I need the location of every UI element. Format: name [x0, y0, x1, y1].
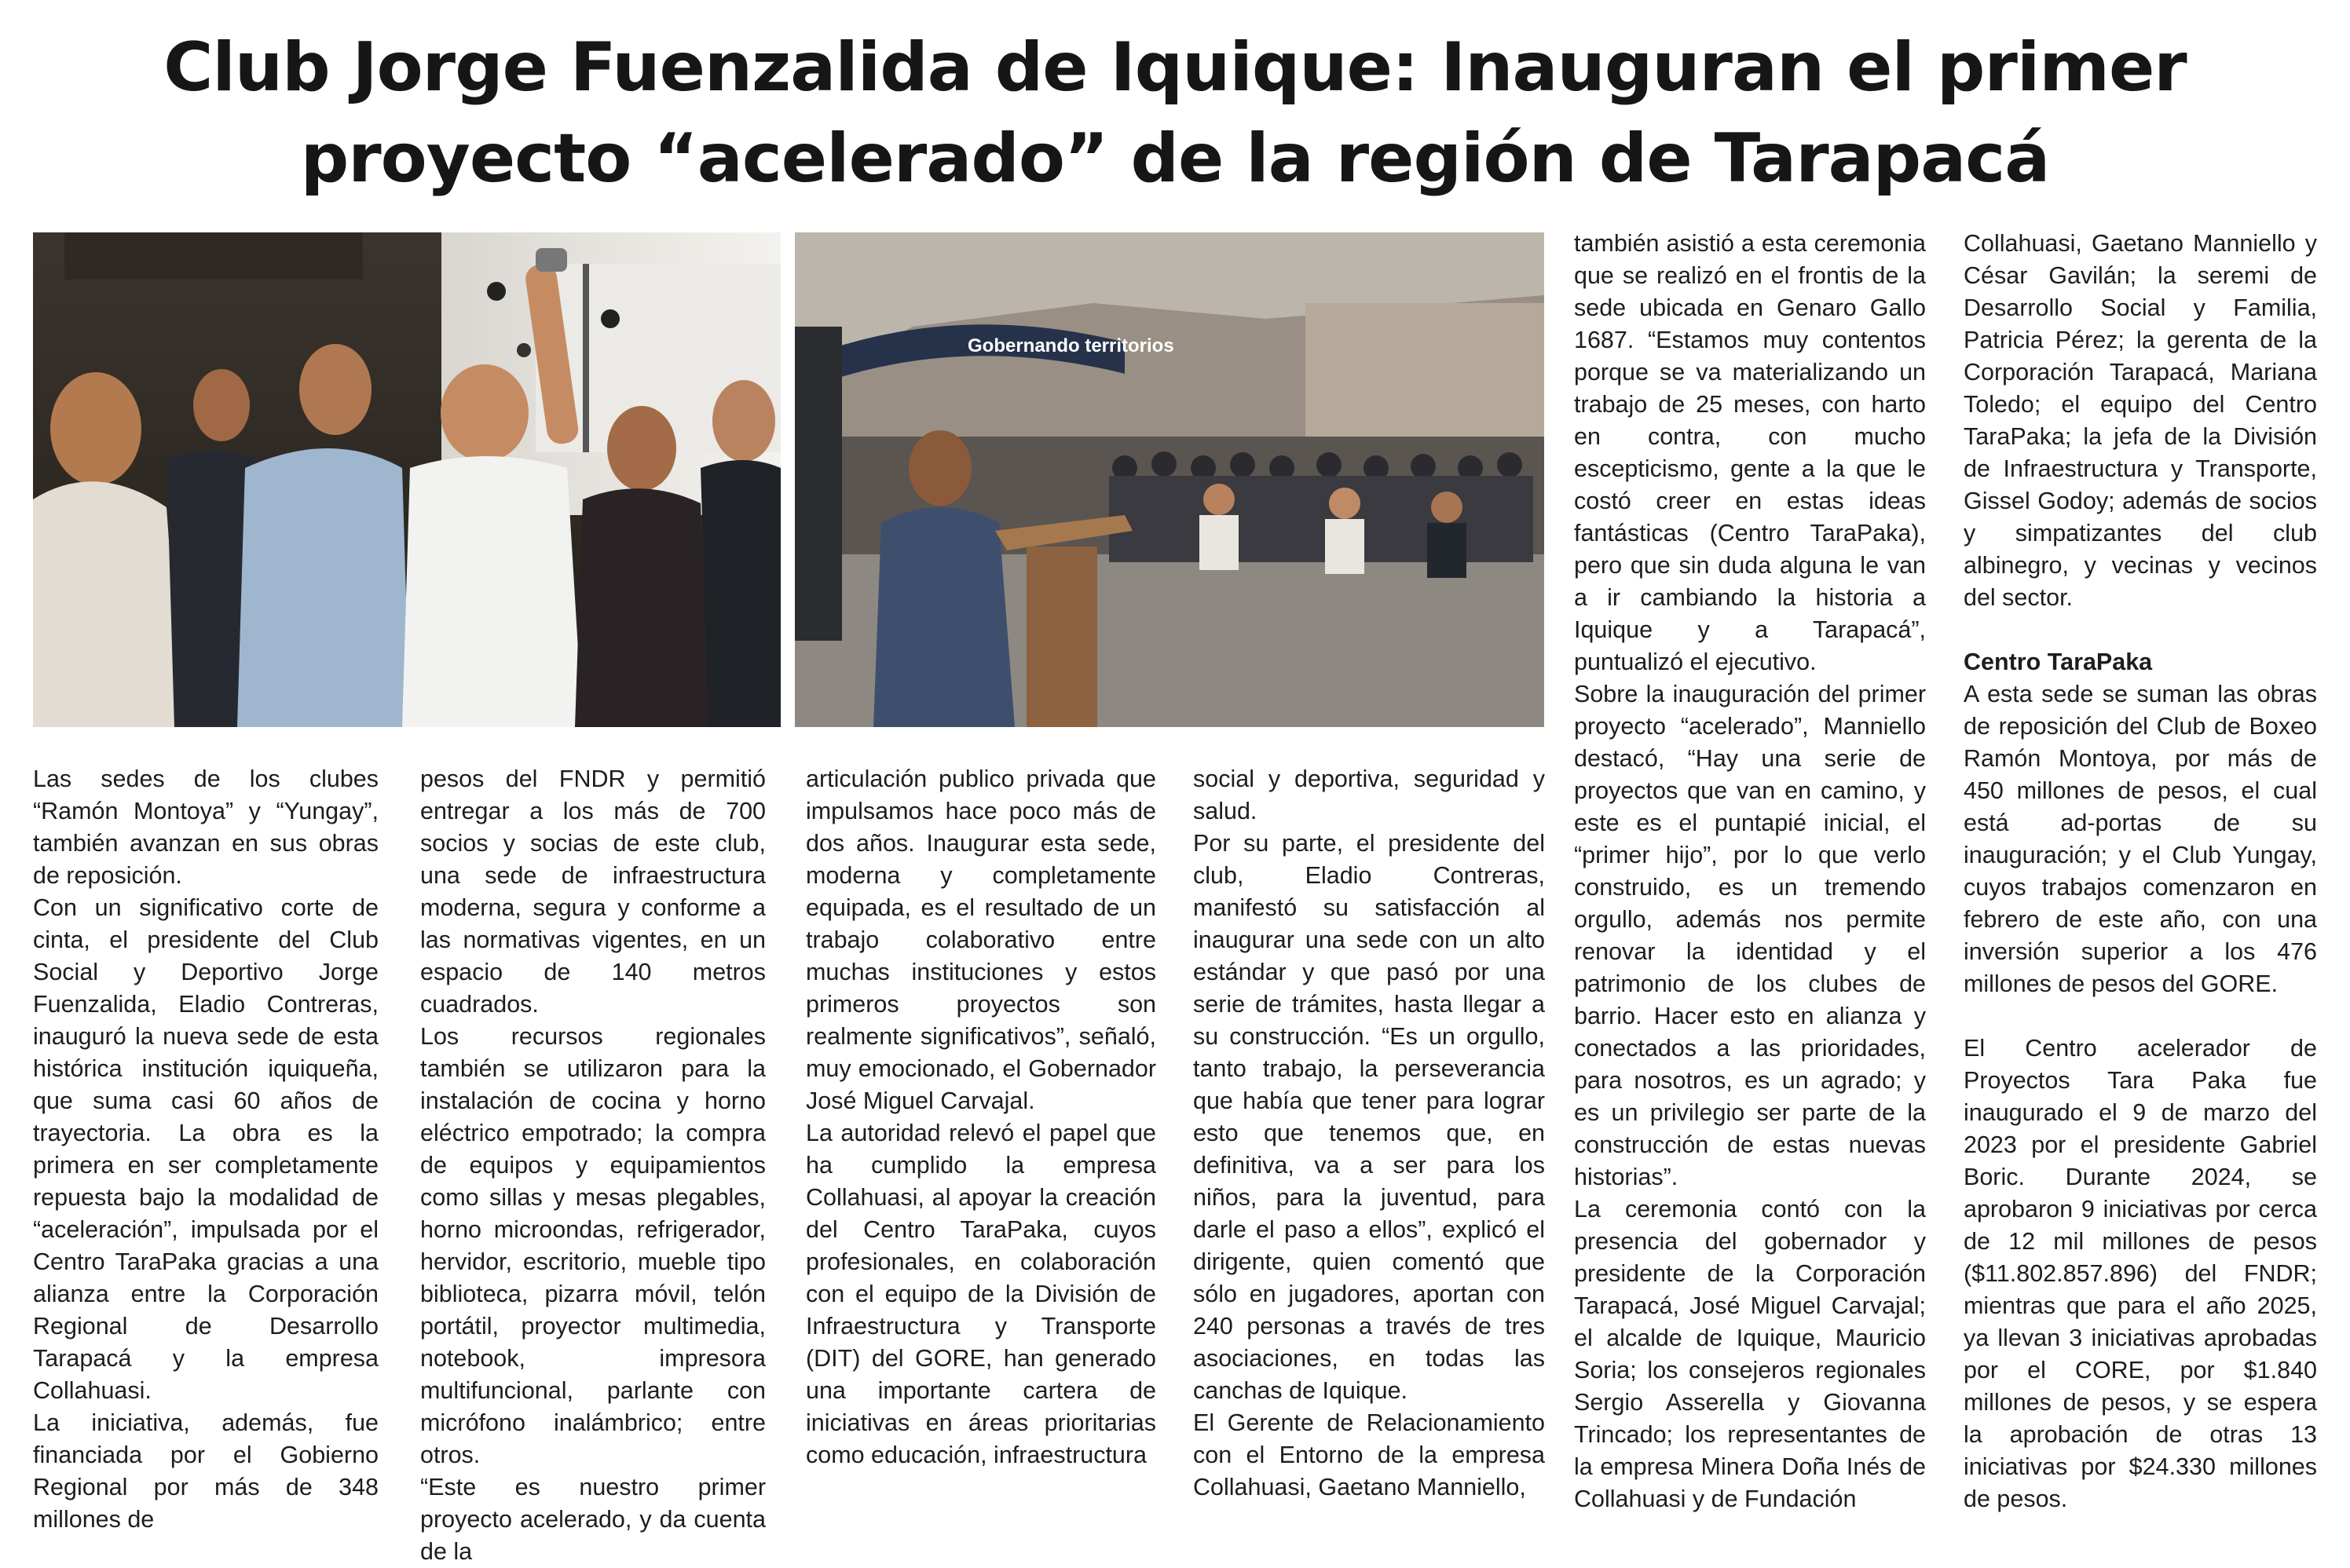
article-column-5	[1574, 228, 1926, 1515]
paragraph: también asistió a esta ceremonia que se realizó en el frontis de la sede ubicada en Genaro Gallo 1687. “Estamos muy contentos porque se va materializando un trabajo de 25 meses, con harto en contra, con mucho escepticismo, gente a la que le costó creer en estas ideas fantásticas (Centro TaraPaka), pero que sin duda alguna le van a ir cambiando la historia a Iquique y a Tarapacá”, puntualizó el ejecutivo.	[1574, 230, 1926, 675]
paragraph: Por su parte, el presidente del club, Eladio Contreras, manifestó su satisfacción al inaugurar una sede con un alto estándar y que pasó por una serie de trámites, hasta llegar a su construcción. “Es un orgullo, tanto trabajo, la perseverancia que había que tener para lograr esto que tenemos que, en definitiva, va a ser para los niños, para la juventud, para darle el paso a ellos”, explicó el dirigente, quien comentó que sólo en jugadores, aportan con 240 personas a través de tres asociaciones, en todas las canchas de Iquique.	[1193, 830, 1545, 1404]
paragraph: articulación publico privada que impulsamos hace poco más de dos años. Inaugurar esta sede, moderna y completamente equipada, es el resultado de un trabajo colaborativo entre muchas instituciones y estos primeros proyectos son realmente significativos”, señaló, muy emocionado, el Gobernador José Miguel Carvajal.	[806, 766, 1156, 1114]
paragraph: La autoridad relevó el papel que ha cumplido la empresa Collahuasi, al apoyar la creación del Centro TaraPaka, cuyos profesionales, en colaboración con el equipo de la División de Infraestructura y Transporte (DIT) del GORE, han generado una importante cartera de iniciativas en áreas prioritarias como educación, infraestructura	[806, 1120, 1156, 1468]
article-column-1	[33, 763, 379, 1536]
spacer	[1964, 1000, 2317, 1033]
headline-line-1: Club Jorge Fuenzalida de Iquique: Inauguran el primer	[163, 28, 2187, 107]
photo-ceremony-illustration	[33, 232, 781, 727]
paragraph: Collahuasi, Gaetano Manniello y César Gavilán; la seremi de Desarrollo Social y Familia, Patricia Pérez; la gerenta de la Corporación Tarapacá, Mariana Toledo; el equipo del Centro TaraPaka; la jefa de la División de Infraestructura y Transporte, Gissel Godoy; además de socios y simpatizantes del club albinegro, y vecinas y vecinos del sector.	[1964, 230, 2317, 611]
photo-speaker-audience	[795, 232, 1544, 727]
paragraph: “Este es nuestro primer proyecto acelerado, y da cuenta de la	[420, 1474, 766, 1565]
photo-ceremony-celebration	[33, 232, 781, 727]
paragraph: social y deportiva, seguridad y salud.	[1193, 766, 1545, 824]
article-column-3	[806, 763, 1156, 1471]
article-column-2	[420, 763, 766, 1568]
article-column-4	[1193, 763, 1545, 1504]
paragraph: A esta sede se suman las obras de reposición del Club de Boxeo Ramón Montoya, por más de 450 millones de pesos, el cual está ad-portas de su inauguración; y el Club Yungay, cuyos trabajos comenzaron en febrero de este año, con una inversión superior a los 476 millones de pesos del GORE.	[1964, 681, 2317, 997]
paragraph: Las sedes de los clubes “Ramón Montoya” y “Yungay”, también avanzan en sus obras de reposición.	[33, 766, 379, 889]
paragraph: La iniciativa, además, fue financiada por el Gobierno Regional por más de 348 millones de	[33, 1409, 379, 1533]
article-column-6	[1964, 228, 2317, 1515]
paragraph: pesos del FNDR y permitió entregar a los más de 700 socios y socias de este club, una sede de infraestructura moderna, segura y conforme a las normativas vigentes, en un espacio de 140 metros cuadrados.	[420, 766, 766, 1018]
paragraph: Los recursos regionales también se utilizaron para la instalación de cocina y horno eléctrico empotrado; la compra de equipos y equipamientos como sillas y mesas plegables, horno microondas, refrigerador, hervidor, escritorio, mueble tipo biblioteca, pizarra móvil, telón portátil, proyector multimedia, notebook, impresora multifuncional, parlante con micrófono inalámbrico; entre otros.	[420, 1023, 766, 1468]
spacer	[1964, 614, 2317, 646]
headline-line-2: proyecto “acelerado” de la región de Tarapacá	[300, 119, 2050, 198]
paragraph: Sobre la inauguración del primer proyecto “acelerado”, Manniello destacó, “Hay una serie de proyectos que van en camino, y este es el puntapié inicial, el “primer hijo”, por lo que verlo construido, es un tremendo orgullo, además nos permite renovar la identidad y el patrimonio de los clubes de barrio. Hacer esto en alianza y conectados a las prioridades, para nosotros, es un agrado; y es un privilegio ser parte de la construcción de estas nuevas historias”.	[1574, 681, 1926, 1190]
paragraph: Con un significativo corte de cinta, el presidente del Club Social y Deportivo Jorge Fuenzalida, Eladio Contreras, inauguró la nueva sede de esta histórica institución iquiqueña, que suma casi 60 años de trayectoria. La obra es la primera en ser completamente repuesta bajo la modalidad de “aceleración”, impulsada por el Centro TaraPaka gracias a una alianza entre la Corporación Regional de Desarrollo Tarapacá y la empresa Collahuasi.	[33, 894, 379, 1404]
photo-speaker-illustration	[795, 232, 1544, 727]
headline	[79, 22, 2271, 204]
subheading-centro-tarapaka: Centro TaraPaka	[1964, 649, 2153, 675]
paragraph: La ceremonia contó con la presencia del gobernador y presidente de la Corporación Tarapacá, José Miguel Carvajal; el alcalde de Iquique, Mauricio Soria; los consejeros regionales Sergio Asserella y Giovanna Trincado; los representantes de la empresa Minera Doña Inés de Collahuasi y de Fundación	[1574, 1196, 1926, 1512]
banner-text: Gobernando territorios	[968, 335, 1174, 356]
paragraph: El Gerente de Relacionamiento con el Entorno de la empresa Collahuasi, Gaetano Manniello,	[1193, 1409, 1545, 1500]
paragraph: El Centro acelerador de Proyectos Tara Paka fue inaugurado el 9 de marzo del 2023 por el presidente Gabriel Boric. Durante 2024, se aprobaron 9 iniciativas por cerca de 12 mil millones de pesos ($11.802.857.896) del FNDR; mientras que para el año 2025, ya llevan 3 iniciativas aprobadas por el CORE, por $1.840 millones de pesos, y se espera la aprobación de otras 13 iniciativas por $24.330 millones de pesos.	[1964, 1035, 2317, 1512]
